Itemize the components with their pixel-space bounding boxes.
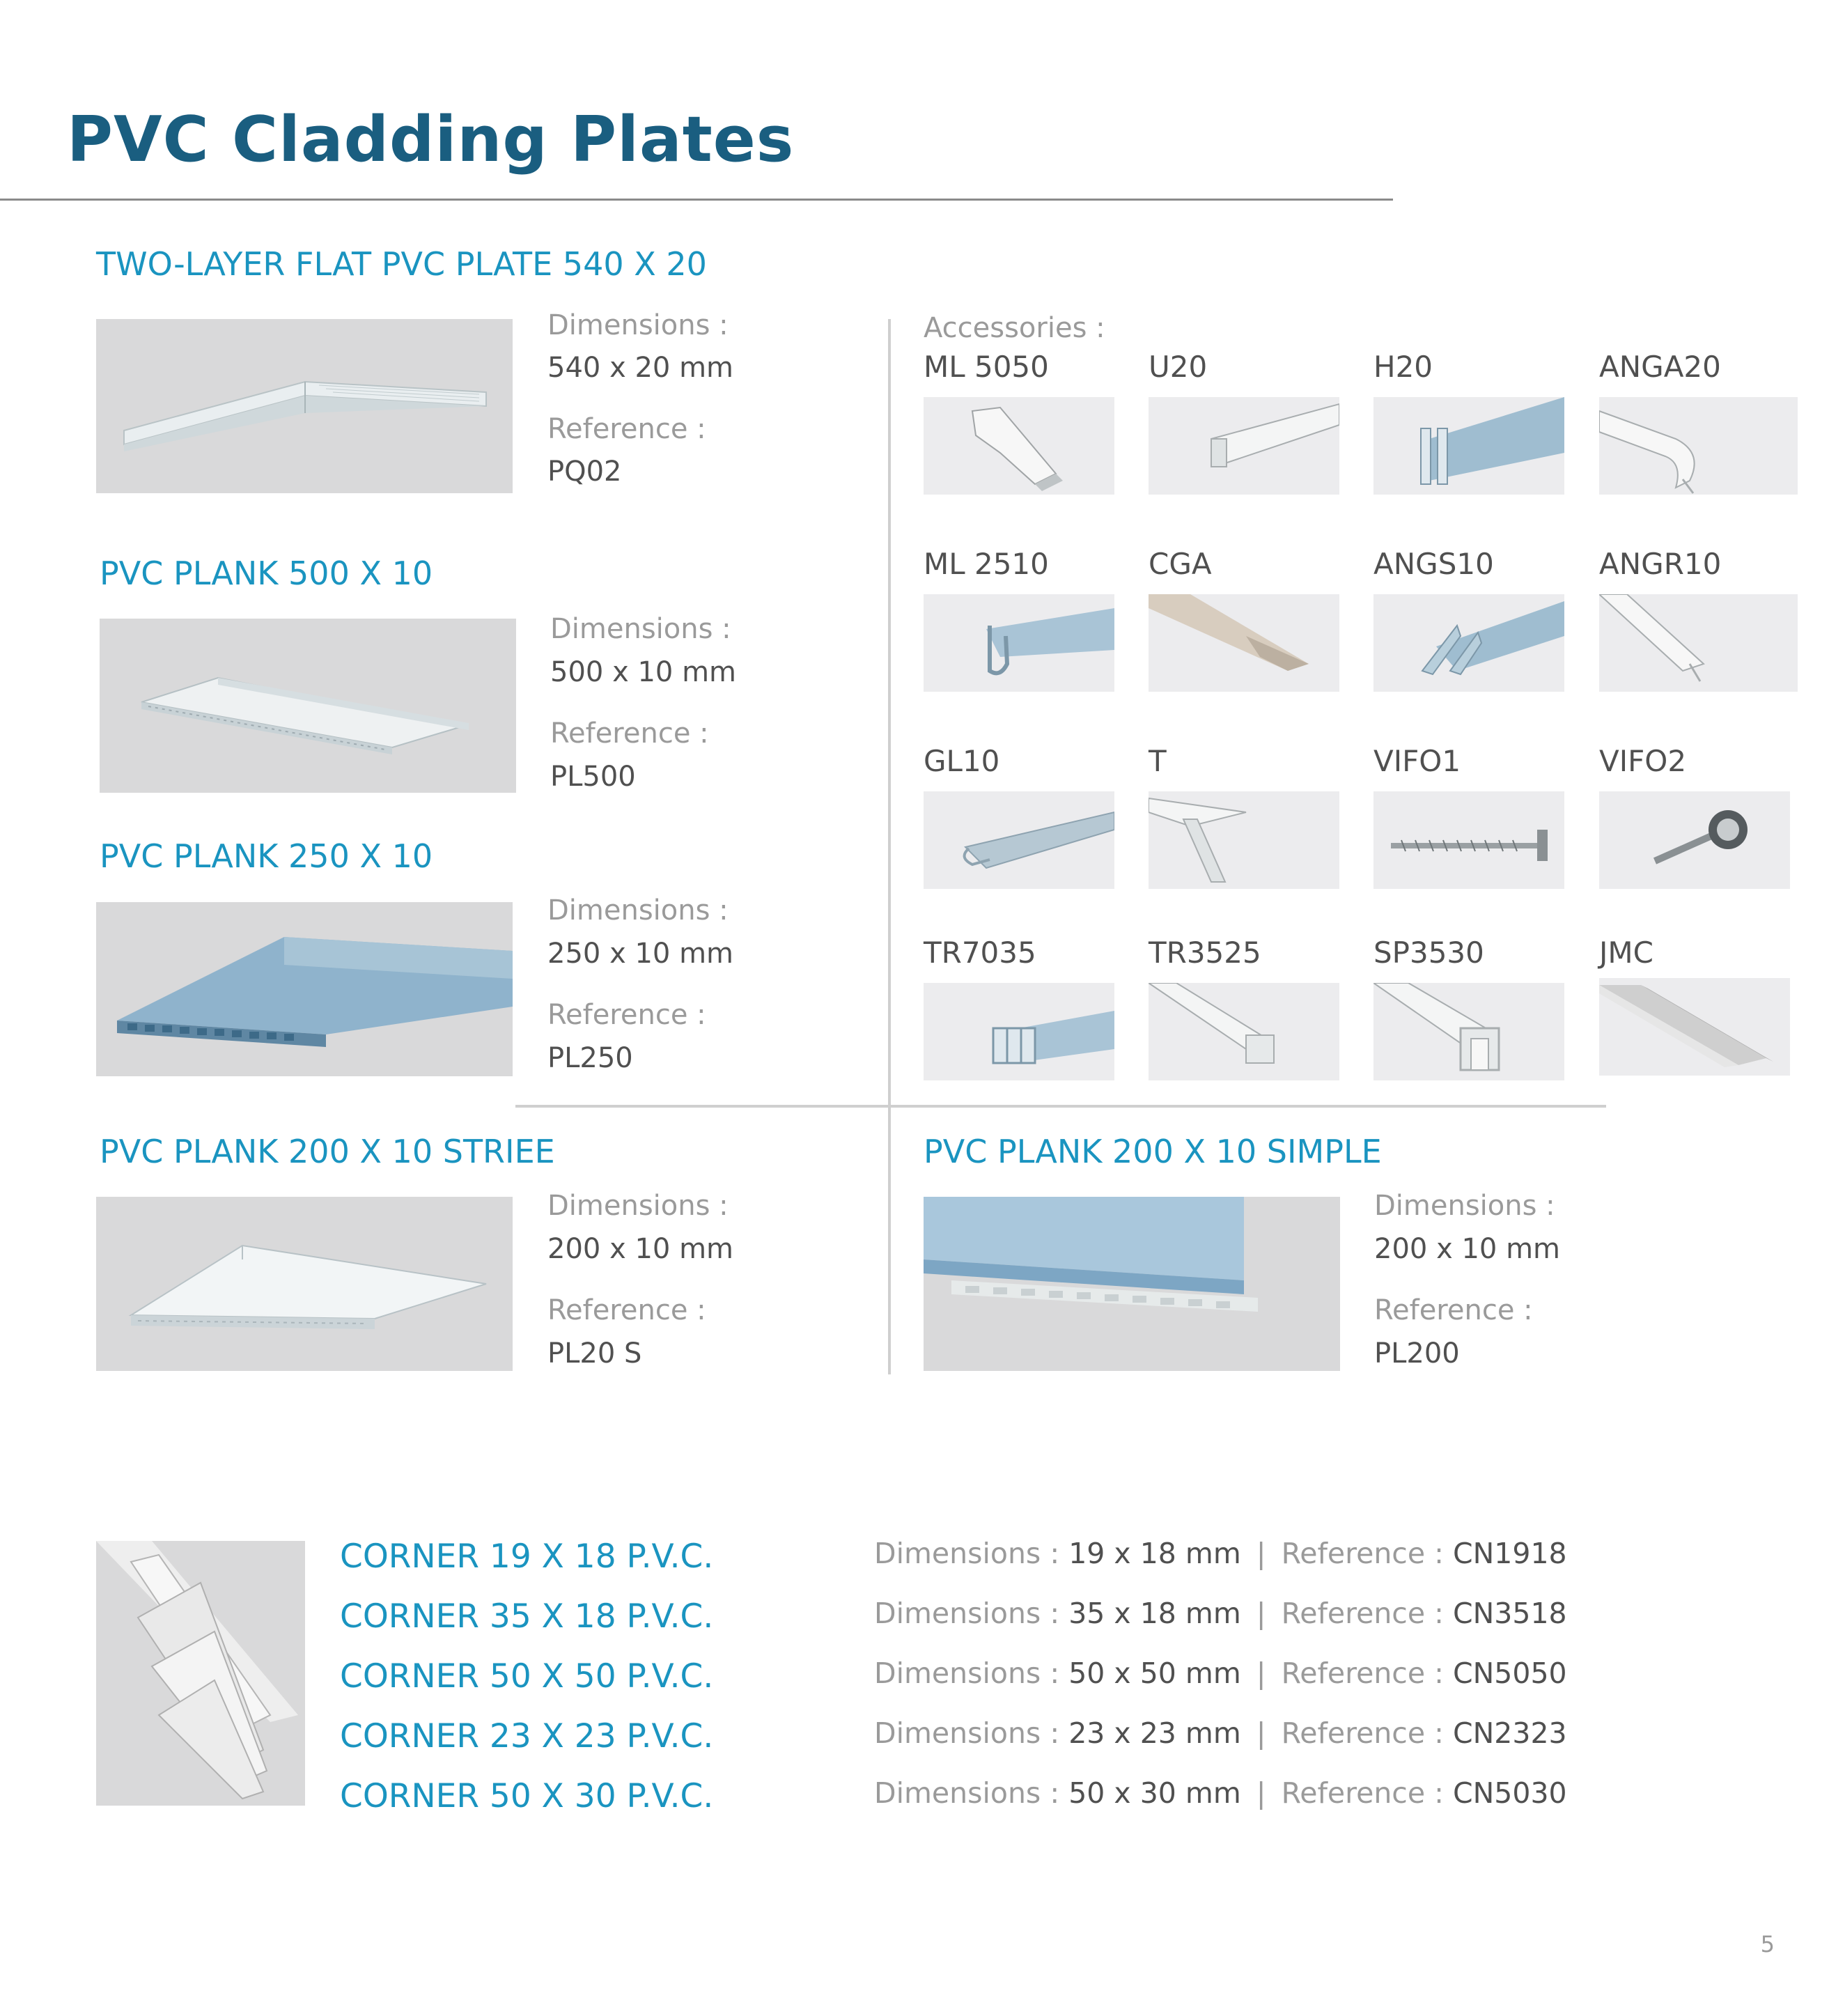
corner-spec-line [874,1776,1567,1810]
accessory-label: VIFO2 [1599,744,1687,778]
accessory-label: TR7035 [924,936,1036,970]
corner-name: CORNER 50 X 50 P.V.C. [340,1657,714,1696]
accessory-photo-sp3530 [1373,983,1564,1080]
separator: | [1256,1657,1266,1690]
reference-value: PL500 [550,761,636,793]
product-photo-pl200 [924,1197,1340,1371]
dimensions-value: 500 x 10 mm [550,656,736,688]
reference-value: CN5050 [1452,1657,1567,1690]
corner-spec-line [874,1716,1567,1750]
product-heading-pl20s: PVC PLANK 200 X 10 STRIEE [100,1133,555,1170]
accessory-label: JMC [1599,936,1653,970]
reference-label: Reference : [1281,1597,1444,1630]
reference-label: Reference : [547,999,706,1031]
reference-label: Reference : [547,413,706,445]
dimensions-label: Dimensions : [874,1776,1060,1810]
corner-name: CORNER 19 X 18 P.V.C. [340,1537,714,1576]
dimensions-label: Dimensions : [547,1190,729,1222]
accessory-label: TR3525 [1149,936,1261,970]
corner-spec-line [874,1537,1567,1570]
corners-photo [96,1541,305,1806]
accessory-photo-jmc [1599,978,1790,1076]
separator: | [1256,1537,1266,1570]
accessory-label: ANGR10 [1599,547,1722,581]
accessory-photo-vifo2 [1599,791,1790,889]
reference-label: Reference : [1281,1537,1444,1570]
dimensions-value: 50 x 30 mm [1068,1776,1241,1810]
dimensions-value: 19 x 18 mm [1068,1537,1241,1570]
dimensions-value: 200 x 10 mm [1374,1233,1560,1265]
corner-spec-line [874,1597,1567,1630]
product-heading-pq02: TWO-LAYER FLAT PVC PLATE 540 X 20 [96,245,707,283]
separator: | [1256,1776,1266,1810]
product-photo-pl250 [96,902,513,1076]
accessory-label: VIFO1 [1373,744,1461,778]
accessory-photo-cga [1149,594,1339,692]
product-heading-pl250: PVC PLANK 250 X 10 [100,837,433,875]
dimensions-label: Dimensions : [547,894,729,926]
reference-label: Reference : [550,718,709,750]
dimensions-label: Dimensions : [874,1537,1060,1570]
dimensions-value: 23 x 23 mm [1068,1716,1241,1750]
horizontal-divider [515,1105,1606,1108]
accessory-label: ANGA20 [1599,350,1721,384]
dimensions-value: 50 x 50 mm [1068,1657,1241,1690]
reference-label: Reference : [1374,1294,1533,1326]
product-heading-pl500: PVC PLANK 500 X 10 [100,555,433,592]
accessory-photo-anga20 [1599,397,1798,495]
dimensions-value: 540 x 20 mm [547,352,733,384]
reference-value: CN2323 [1452,1716,1567,1750]
accessory-label: ANGS10 [1373,547,1494,581]
corner-name: CORNER 23 X 23 P.V.C. [340,1717,714,1755]
accessory-photo-ml2510 [924,594,1114,692]
page-number: 5 [1760,1931,1775,1957]
product-heading-pl200: PVC PLANK 200 X 10 SIMPLE [924,1133,1382,1170]
vertical-divider [888,319,891,1374]
reference-value: PQ02 [547,456,622,488]
corner-spec-line [874,1657,1567,1690]
accessory-photo-tr3525 [1149,983,1339,1080]
reference-value: CN1918 [1452,1537,1567,1570]
accessory-photo-h20 [1373,397,1564,495]
page-title: PVC Cladding Plates [67,103,795,176]
separator: | [1256,1597,1266,1630]
product-photo-pl20s [96,1197,513,1371]
accessory-photo-gl10 [924,791,1114,889]
accessory-photo-angs10 [1373,594,1564,692]
dimensions-value: 35 x 18 mm [1068,1597,1241,1630]
accessory-label: ML 5050 [924,350,1049,384]
accessory-photo-t [1149,791,1339,889]
reference-value: PL200 [1374,1337,1460,1370]
dimensions-label: Dimensions : [550,613,731,645]
accessory-photo-vifo1 [1373,791,1564,889]
dimensions-label: Dimensions : [874,1597,1060,1630]
dimensions-label: Dimensions : [874,1657,1060,1690]
reference-label: Reference : [1281,1657,1444,1690]
corner-name: CORNER 50 X 30 P.V.C. [340,1777,714,1815]
accessory-label: SP3530 [1373,936,1484,970]
accessory-label: GL10 [924,744,1000,778]
accessory-label: CGA [1149,547,1212,581]
reference-label: Reference : [1281,1716,1444,1750]
reference-value: PL250 [547,1042,633,1074]
corner-name: CORNER 35 X 18 P.V.C. [340,1597,714,1636]
accessory-photo-u20 [1149,397,1339,495]
accessory-label: U20 [1149,350,1208,384]
product-photo-pq02 [96,319,513,493]
reference-label: Reference : [547,1294,706,1326]
accessory-photo-ml5050 [924,397,1114,495]
dimensions-label: Dimensions : [547,309,729,341]
accessory-photo-tr7035 [924,983,1114,1080]
accessories-label: Accessories : [924,312,1105,344]
separator: | [1256,1716,1266,1750]
dimensions-value: 250 x 10 mm [547,938,733,970]
dimensions-value: 200 x 10 mm [547,1233,733,1265]
reference-value: CN5030 [1452,1776,1567,1810]
dimensions-label: Dimensions : [874,1716,1060,1750]
title-divider [0,199,1393,201]
reference-label: Reference : [1281,1776,1444,1810]
product-photo-pl500 [100,619,516,793]
accessory-photo-angr10 [1599,594,1798,692]
dimensions-label: Dimensions : [1374,1190,1555,1222]
accessory-label: ML 2510 [924,547,1049,581]
accessory-label: H20 [1373,350,1433,384]
accessory-label: T [1149,744,1167,778]
reference-value: PL20 S [547,1337,642,1370]
reference-value: CN3518 [1452,1597,1567,1630]
